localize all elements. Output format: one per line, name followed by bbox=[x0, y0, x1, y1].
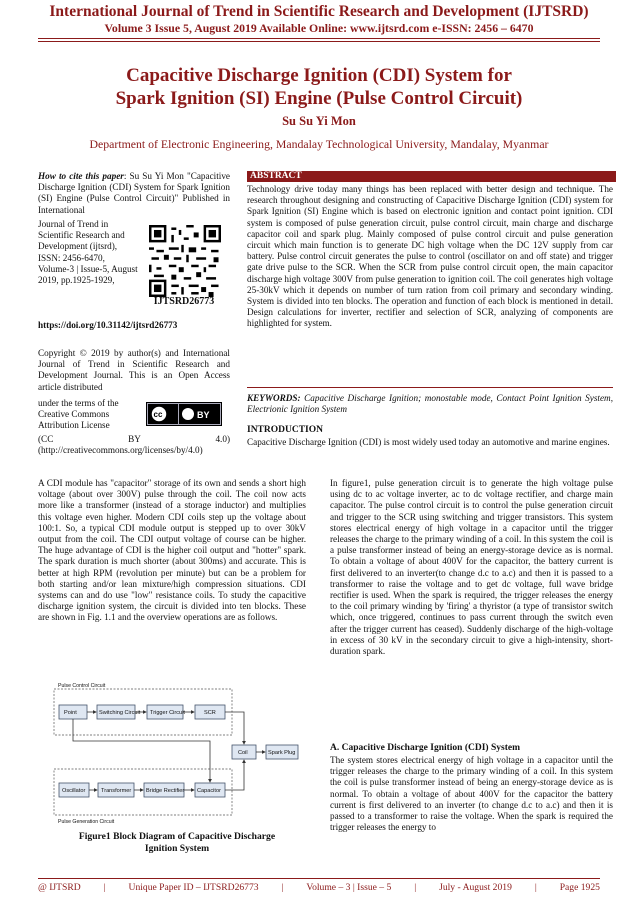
paper-title-line-2: Spark Ignition (SI) Engine (Pulse Control Circuit) bbox=[115, 88, 523, 109]
pulse-generation-group-label: Pulse Generation Circuit bbox=[58, 819, 115, 825]
citation-part-2: Journal of Trend in Scientific Research and Development (ijtsrd), ISSN: 2456-6470, Volume-3 | Issue-5, August 2019, pp.1925-1929, bbox=[38, 219, 138, 286]
footer-page: Page 1925 bbox=[559, 882, 600, 893]
introduction-body: Capacitive Discharge Ignition (CDI) is most widely used today an automotive and marine engines. bbox=[247, 437, 610, 447]
svg-text:Bridge Rectifier: Bridge Rectifier bbox=[146, 788, 185, 794]
svg-text:Point: Point bbox=[64, 710, 77, 716]
abstract-body: Technology drive today many things has been replaced with better design and technique. The research throughout designing and constructing of Capacitive Discharge Ignition (CDI) system for Spark Ignition (SI) Engine which is based on electronic ignition and contact point ignition. CDI system is composed of pulse generation circuit, pulse control circuit, main charge and discharge capacitor coil and spark plug. Mainly composed of pulse control circuit and pulse generation circuit which main function is to generate DC high voltage when the DC 12V supply from car battery. Pulse control circuit generates the pulse to control (oscillator on and off state) and trigger gate drive pulse to the SCR. When the SCR from pulse control circuit open, the main capacitor discharge high voltage 300V from pulse generation to ignition coil. The coil generates high voltage 25-30kV which it depends on number of turn ration from coil primary and secondary winding. System is divided into ten blocks. The operation and function of each block is mentioned in detail. Design calculations for inverter, rectifier and selection of SCR, analyzing of components are highlighted for system. bbox=[247, 184, 613, 329]
footer-volume: Volume – 3 | Issue – 5 bbox=[306, 882, 392, 893]
introduction-heading: INTRODUCTION bbox=[247, 425, 324, 435]
figure-caption-line-2: Ignition System bbox=[144, 843, 210, 854]
svg-text:Coil: Coil bbox=[238, 750, 248, 756]
paper-affiliation: Department of Electronic Engineering, Mandalay Technological University, Mandalay, Myanmar bbox=[89, 137, 549, 151]
journal-issue-line: Volume 3 Issue 5, August 2019 Available Online: www.ijtsrd.com e-ISSN: 2456 – 6470 bbox=[104, 21, 534, 35]
svg-text:SCR: SCR bbox=[204, 710, 216, 716]
copyright-text: Copyright © 2019 by author(s) and International Journal of Trend in Scientific Research and Development Journal. This is an Open Access article distributed bbox=[38, 348, 230, 392]
footer-site: @ IJTSRD bbox=[38, 882, 81, 893]
figure-caption-line-1: Figure1 Block Diagram of Capacitive Discharge bbox=[78, 831, 276, 842]
keywords-text: Capacitive Discharge Ignition; monostable mode, Contact Point Ignition System, Electrionic Ignition System bbox=[247, 393, 613, 415]
footer-divider bbox=[38, 878, 600, 879]
cc-by-license-icon bbox=[146, 402, 222, 426]
citation-doi-link[interactable]: https://doi.org/10.31142/ijtsrd26773 bbox=[38, 320, 178, 330]
keywords-label: KEYWORDS: bbox=[247, 393, 301, 403]
svg-text:Transformer: Transformer bbox=[101, 788, 132, 794]
paper-author: Su Su Yi Mon bbox=[282, 114, 356, 128]
block-scr bbox=[195, 705, 225, 719]
footer-paper-id: Unique Paper ID – IJTSRD26773 bbox=[128, 882, 259, 893]
block-trigger-circuit bbox=[147, 705, 185, 719]
block-switching-circuit bbox=[97, 705, 141, 719]
copyright-license-url: (CC BY 4.0) (http://creativecommons.org/licenses/by/4.0) bbox=[38, 434, 230, 456]
svg-text:cc: cc bbox=[153, 410, 163, 419]
abstract-heading: ABSTRACT bbox=[247, 171, 616, 182]
section-a-body: The system stores electrical energy of high voltage in a capacitor until the trigger releases the charge to the primary winding of a coil. In this system the coil is pulse transformer instead of being an energy-storage device as is normal. To obtain a voltage of about 400V for the capacitor the battery current is first delivered to an inverter (to change d.c to a.c) and then it is passed to a transformer to raise the voltage. When the spark is required the trigger releases the energy to bbox=[330, 755, 613, 833]
citation-part-1: : Su Su Yi Mon "Capacitive Discharge Ignition (CDI) System for Spark Ignition (SI) Engine (Pulse Control Circuit)" Published in International bbox=[38, 171, 230, 215]
right-column-text: In figure1, pulse generation circuit is to generate the high voltage pulse using dc to ac voltage inverter, ac to dc voltage rectifier, and charge main capacitor. The pulse control circuit is to control the pulse generation circuit and trigger to the SCR using switching and trigger transistors. This system stores electrical energy of high voltage in a capacitor until the trigger releases the charge to the primary winding of a coil. In this system the coil is a pulse transformer instead of being an energy-storage device as is normal. To obtain a voltage of about 400V for the capacitor, the battery current is first delivered to an inverter(to change d.c to a.c) and then it is passed to a transformer to raise the voltage and to get dc voltage, full wave bridge rectifier is used. When the spark is required, the trigger releases the energy to the coil primary winding by 'firing' a thyristor (a type of transistor switch which, once triggered, continues to pass current through the switch even after the trigger current has ceased). Suddenly discharge of the high-voltage in excess of 30 kV in the secondary circuit to give a high-intensity, short-duration spark. bbox=[330, 478, 613, 657]
block-transformer bbox=[98, 783, 134, 797]
block-oscillator bbox=[59, 783, 89, 797]
svg-text:BY: BY bbox=[197, 410, 210, 420]
journal-title: International Journal of Trend in Scientific Research and Development (IJTSRD) bbox=[49, 3, 589, 20]
paper-title bbox=[0, 64, 638, 110]
block-diagram-figure bbox=[52, 683, 302, 831]
block-point bbox=[59, 705, 87, 719]
pulse-control-group-label: Pulse Control Circuit bbox=[58, 683, 106, 689]
citation-lead: How to cite this paper bbox=[38, 171, 124, 181]
svg-text:Oscillator: Oscillator bbox=[62, 788, 86, 794]
paper-title-line-1: Capacitive Discharge Ignition (CDI) System for bbox=[126, 65, 512, 86]
qr-code-icon bbox=[149, 225, 221, 297]
keywords bbox=[247, 393, 613, 415]
copyright-license: under the terms of the Creative Commons Attribution License bbox=[38, 398, 119, 431]
block-coil bbox=[232, 745, 256, 759]
block-spark-plug bbox=[266, 745, 298, 759]
paper-id-label: IJTSRD26773 bbox=[153, 296, 215, 307]
section-a-heading: A. Capacitive Discharge Ignition (CDI) System bbox=[330, 743, 520, 753]
abstract-divider bbox=[247, 387, 613, 388]
footer-date: July - August 2019 bbox=[439, 882, 512, 893]
svg-text:Capacitor: Capacitor bbox=[197, 788, 221, 794]
svg-text:Spark Plug: Spark Plug bbox=[268, 750, 296, 756]
page-footer: @ IJTSRD | Unique Paper ID – IJTSRD26773 | Volume – 3 | Issue – 5 | July - August 2019 | Page 1925 bbox=[38, 882, 600, 893]
left-column-text: A CDI module has "capacitor" storage of its own and sends a short high voltage (about over 300V) pulse through the coil. The coil now acts more like a transformer (instead of a storage inductor) and multiplies this voltage even higher. Modern CDI coils step up the voltage about 100:1. So, a typical CDI module output is stepped up to over 30kV output from the coil. The CDI output voltage of course can be higher. The huge advantage of CDI is the higher coil output and "hotter" spark. The spark duration is much shorter (about 300ms) and accurate. This is better at high RPM (revolution per minute) but can be a problem for both starting and/or lean mixture/high compression situations. CDI systems can and do use "low" resistance coils. To study the capacitive discharge ignition system, the circuit is divided into ten blocks. These are shown in Fig. 1.1 and the overview operations are as follows. bbox=[38, 478, 306, 623]
svg-text:Trigger Circuit: Trigger Circuit bbox=[150, 710, 185, 716]
header-divider-2 bbox=[38, 41, 600, 42]
block-capacitor bbox=[195, 783, 225, 797]
block-bridge-rectifier bbox=[144, 783, 184, 797]
citation-text bbox=[38, 171, 230, 216]
header-divider bbox=[38, 38, 600, 39]
svg-text:Switching Circuit: Switching Circuit bbox=[99, 710, 141, 716]
figure-caption bbox=[52, 831, 302, 855]
